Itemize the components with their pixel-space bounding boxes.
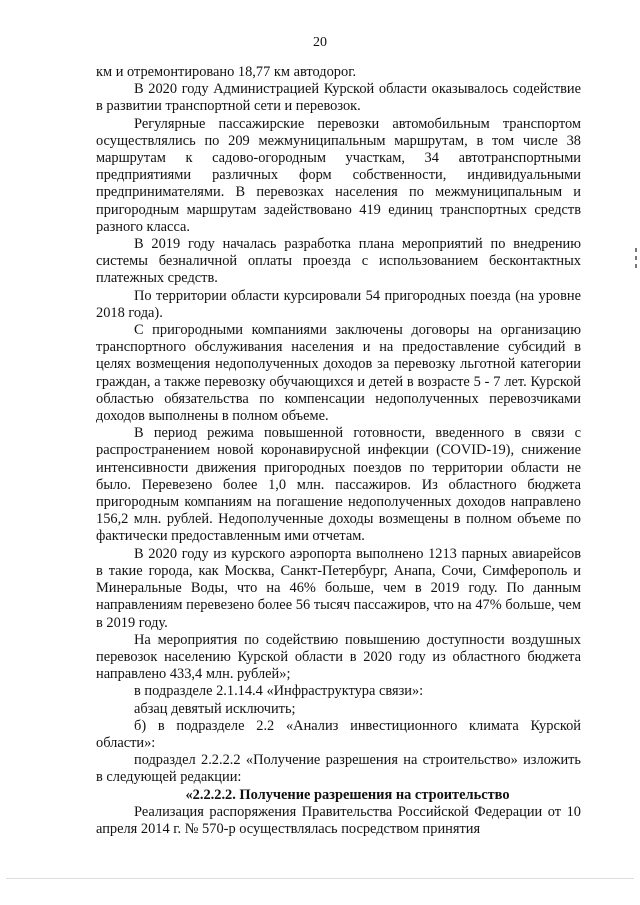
paragraph-continuation: км и отремонтировано 18,77 км автодорог. — [96, 64, 357, 80]
section-heading: «2.2.2.2. Получение разрешения на строительство — [185, 786, 510, 803]
paragraph-cashless-payment: В 2019 году началась разработка плана мероприятий по внедрению системы безналичной оплаты проезда с использованием бесконтактных платежных средств. — [96, 236, 581, 287]
scan-bottom-edge — [6, 878, 634, 879]
scan-mark — [635, 248, 637, 252]
paragraph-passenger-transport: Регулярные пассажирские перевозки автомобильным транспортом осуществлялись по 209 межмуниципальным маршрутам, в том числе 38 маршрутам к садово-огородным участкам, 34 автотранспортными предприятиями различных форм собственности, индивидуальными предпринимателями. В перевозках населения по межмуниципальным и пригородным маршрутам задействовано 419 единиц транспортных средств разного класса. — [96, 115, 581, 235]
paragraph-suburban-contracts: С пригородными компаниями заключены договоры на организацию транспортного обслуживания населения и на предоставление субсидий в целях возмещения недополученных доходов за перевозку льготной категории граждан, а также перевозку обучающихся и детей в возрасте 5 - 7 лет. Курской областью обязательства по компенсации недополученных перевозчиками доходов выполнены в полном объеме. — [96, 322, 581, 425]
scan-edge-marks — [635, 248, 638, 278]
paragraph-subsection-replace: подраздел 2.2.2.2 «Получение разрешения на строительство» изложить в следующей редакции: — [96, 752, 581, 786]
paragraph-investment-climate: б) в подразделе 2.2 «Анализ инвестиционного климата Курской области»: — [96, 717, 581, 751]
page-number: 20 — [313, 35, 327, 50]
paragraph-communications-subsection: в подразделе 2.1.14.4 «Инфраструктура связи»: — [134, 683, 424, 700]
paragraph-airport-flights: В 2020 году из курского аэропорта выполнено 1213 парных авиарейсов в такие города, как Москва, Санкт-Петербург, Анапа, Сочи, Симферополь и Минеральные Воды, что на 46% больше, чем в 2019 году. По данным направлениям перевезено более 56 тысяч пассажиров, что на 47% больше, чем в 2019 году. — [96, 545, 581, 631]
document-body — [96, 64, 581, 838]
paragraph-suburban-trains: По территории области курсировали 54 пригородных поезда (на уровне 2018 года). — [96, 287, 581, 321]
paragraph-transport-support: В 2020 году Администрацией Курской области оказывалось содействие в развитии транспортной сети и перевозок. — [96, 81, 581, 115]
paragraph-covid-period: В период режима повышенной готовности, введенного в связи с распространением новой коронавирусной инфекции (COVID-19), снижение интенсивности движения пригородных поездов по территории области не было. Перевезено более 1,0 млн. пассажиров. Из областного бюджета пригородным компаниям на погашение недополученных доходов направлено 156,2 млн. рублей. Недополученные доходы возмещены в полном объеме по фактически предоставленным ими отчетам. — [96, 425, 581, 545]
paragraph-air-transport-funding: На мероприятия по содействию повышению доступности воздушных перевозок населению Курской области в 2020 году из областного бюджета направлено 433,4 млн. рублей»; — [96, 631, 581, 683]
scan-mark — [635, 256, 637, 260]
paragraph-delete-clause: абзац девятый исключить; — [134, 700, 296, 717]
paragraph-government-order: Реализация распоряжения Правительства Российской Федерации от 10 апреля 2014 г. № 570-р осуществлялась посредством принятия — [96, 803, 581, 837]
scan-mark — [635, 264, 637, 268]
